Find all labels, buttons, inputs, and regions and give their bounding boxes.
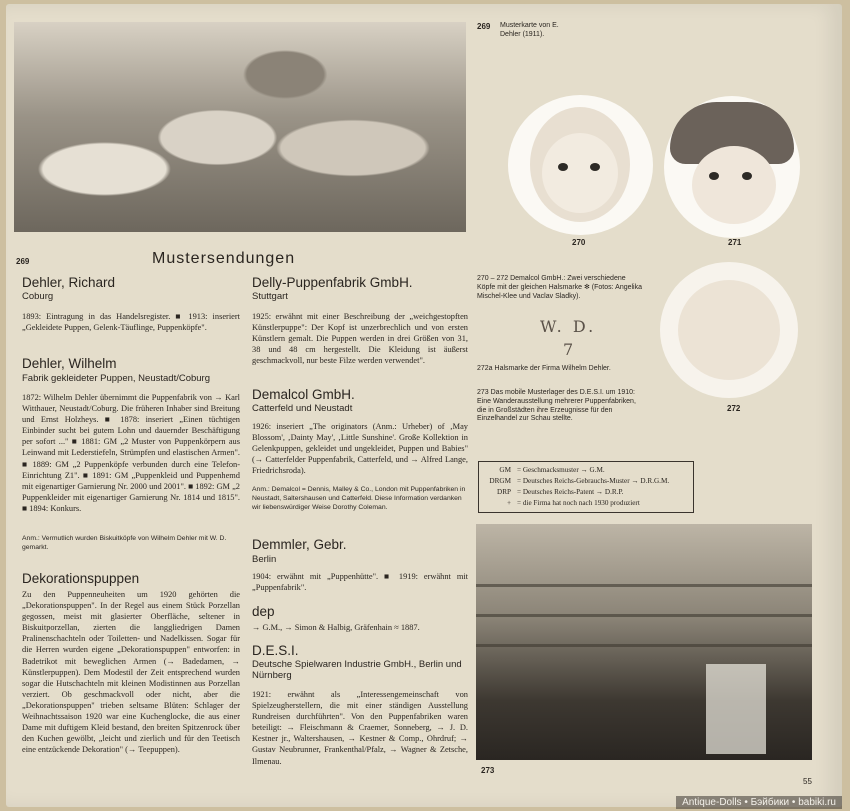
entry-body: 1925: erwähnt mit einer Beschreibung der „weichgestopften Künstlerpuppe": Der Kopf ist unzerbrechlich und von ersten Künstlern gemalt. Die Puppen werden in drei Größen von 31, 38 und 48 cm hergestellt. Die Kleidung ist äußerst geschmackvoll, nur beste Filze werden verwendet". <box>252 312 468 366</box>
entry-note: Anm.: Vermutlich wurden Biskuitköpfe von Wilhelm Dehler mit W. D. gemarkt. <box>22 535 227 551</box>
caption-270-272: 270 – 272 Demalcol GmbH.: Zwei verschiedene Köpfe mit der gleichen Halsmarke ✻ (Fotos: Angelika Mischel-Klee und Vaclav Sladky). <box>477 275 642 300</box>
figure-270-number: 270 <box>572 238 586 247</box>
site-watermark: Antique-Dolls • Бэйбики • babiki.ru <box>676 796 842 809</box>
caption-272a: 272a Halsmarke der Firma Wilhelm Dehler. <box>477 365 611 372</box>
figure-271-number: 271 <box>728 238 742 247</box>
sample-shop-photo <box>476 524 812 760</box>
entry-note: Anm.: Demalcol = Dennis, Malley & Co., London mit Puppenfabriken in Neustadt, Saltershausen und Catterfeld. Diese Information verdanken wir liebenswürdiger Weise Dorothy Coleman. <box>252 486 466 511</box>
doll-neck-photo-272 <box>660 262 798 398</box>
caption-273: 273 Das mobile Musterlager des D.E.S.I. um 1910: Eine Wanderausstellung mehrerer Puppenfabriken, die in Großstädten ihre Erzeugnisse für den Einzelhandel zur Schau stellte. <box>477 389 636 423</box>
abbreviation-legend: GM = Geschmacksmuster → G.M. DRGM = Deutsches Reichs-Gebrauchs-Muster → D.R.G.M. DRP = Deutsches Reichs-Patent → D.R.P. + = die Firma hat noch nach 1930 produziert <box>478 461 694 513</box>
figure-269-number: 269 <box>16 257 30 266</box>
entry-title-dekorationspuppen: Dekorationspuppen <box>22 571 140 586</box>
figure-273-number: 273 <box>481 766 495 775</box>
entry-subtitle: Deutsche Spielwaren Industrie GmbH., Berlin und Nürnberg <box>252 659 462 681</box>
doll-group-photo <box>14 22 466 232</box>
caption-269-number: 269 <box>477 22 491 31</box>
entry-body: 1893: Eintragung in das Handelsregister. ■ 1913: inseriert „Gekleidete Puppen, Gelenk-Täuflinge, Puppenköpfe". <box>22 312 240 333</box>
entry-title-dehler-wilhelm: Dehler, Wilhelm <box>22 356 117 371</box>
entry-title-demalcol: Demalcol GmbH. <box>252 387 355 402</box>
entry-body: → G.M., → Simon & Halbig, Gräfenhain ≈ 1887. <box>252 623 420 632</box>
entry-title-dep: dep <box>252 604 275 619</box>
entry-body: 1872: Wilhelm Dehler übernimmt die Puppenfabrik von → Karl Witthauer, Neustadt/Coburg. Die früheren Inhaber sind Breitung und Ernst Holzheys. ■ 1878: inseriert „Einen tüchtigen Einbinder sucht bei gutem Lohn und dauernder Beschäftigung per sofort ..." ■ 1881: GM „2 Muster von Puppenkörpern aus Leinwand mit Lederstiefeln, Strümpfen und elastischen Armen". ■ 1889: GM „2 Puppenköpfe verbunden durch eine Telefon-Einrichtung Z1". ■ 1891: GM „Puppenkleid und Puppenhemd mit eigenartiger Garnierung Nr. 2000 und 2001". ■ 1892: GM „2 Puppenkleider mit eigenartiger Garnierung Nr. 1814 und 1815". ■ 1894: Konkurs. <box>22 393 240 513</box>
caption-269: Musterkarte von E. Dehler (1911). <box>500 22 559 38</box>
entry-subtitle: Fabrik gekleideter Puppen, Neustadt/Coburg <box>22 373 211 384</box>
entry-subtitle: Coburg <box>22 291 54 302</box>
entry-title-dehler-richard: Dehler, Richard <box>22 275 116 290</box>
neck-mark-line2: 7 <box>563 340 577 359</box>
neck-mark-line1: W. D. <box>540 317 597 336</box>
entry-title-demmler: Demmler, Gebr. <box>252 537 347 552</box>
figure-272-number: 272 <box>727 404 741 413</box>
page-number: 55 <box>803 777 812 786</box>
doll-head-photo-271 <box>664 96 800 238</box>
doll-head-photo-270 <box>508 95 653 235</box>
entry-body: Zu den Puppenneuheiten um 1920 gehörten die „Dekorationspuppen". In der Regel aus einem Stück Porzellan gegossen, meist mit glasierter Oberfläche, seltener in Biskuitporzellan, zierten die langgliedrigen Damen Pralinenschachteln oder Toiletten- und Nadelkissen. Sogar für die Herren wurden eigene „Dekorationspuppen" entworfen: in Badetrikot mit beweglichen Armen (→ Badedamen, → Künstlerpuppen). Dem Modestil der Zeit entsprechend wurden sogar die Hutschachteln mit kleinen Modistinnen aus Porzellan verziert. Ob geschmackvoll oder nicht, aber die „Dekorationspuppen" trieben seltsame Blüten: Schlager der Weihnachtssaison 1920 war eine Kuchenglocke, die aus einer Dame mit duftigem Kleid bestand, den breiten Spitzenrock über den Kuchen gewölbt, „leicht und zierlich und für den Teetisch eine entzückende Dekoration" (→ Teepuppen). <box>22 590 240 755</box>
entry-title-desi: D.E.S.I. <box>252 643 299 658</box>
entry-subtitle: Stuttgart <box>252 291 288 302</box>
entry-body: 1904: erwähnt mit „Puppenhütte". ■ 1919: erwähnt mit „Puppenfabrik". <box>252 572 468 593</box>
entry-subtitle: Berlin <box>252 554 277 565</box>
entry-body: 1921: erwähnt als „Interessengemeinschaft von Spielzeugherstellern, die mit einer ständigen Ausstellung Rundreisen durchführten". Von den Puppenfabriken waren beteiligt: → Fleischmann & Craemer, Sonneberg, → J. D. Kestner jr., Waltershausen, → Kestner & Comp., Ohrdruf; → Gustav Neubrunner, Frankenthal/Pfalz, → Wagner & Zetsche, Ilmenau. <box>252 690 468 766</box>
entry-title-delly: Delly-Puppenfabrik GmbH. <box>252 275 413 290</box>
entry-subtitle: Catterfeld und Neustadt <box>252 403 353 414</box>
entry-body: 1926: inseriert „The originators (Anm.: Urheber) of ‚May Blossom', ‚Dainty May', ‚Little Sunshine'. Große Kollektion in Gelenkpuppen, gekleidet und ungekleidet, Puppen und Babies" (→ Catterfelder Puppenfabrik, Catterfeld, und → Alfred Lange, Friedrichsroda). <box>252 422 468 476</box>
section-heading: Mustersendungen <box>152 250 296 267</box>
